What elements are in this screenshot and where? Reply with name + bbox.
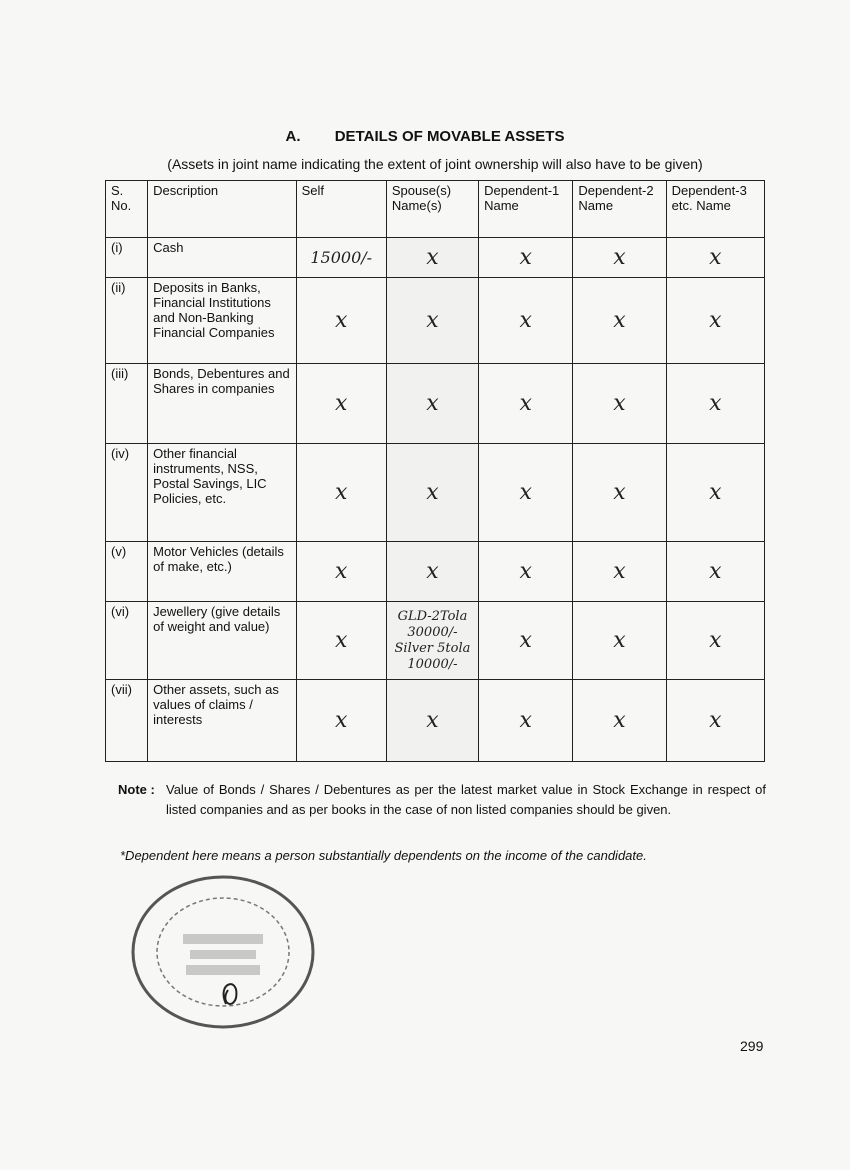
header-sno: S. No. bbox=[106, 181, 148, 238]
header-dependent-2: Dependent-2 Name bbox=[573, 181, 666, 238]
row-description: Jewellery (give details of weight and value) bbox=[148, 602, 296, 680]
table-row bbox=[106, 444, 765, 542]
dependent-3-value: x bbox=[666, 602, 764, 680]
table-row bbox=[106, 680, 765, 762]
row-description: Other assets, such as values of claims / interests bbox=[148, 680, 296, 762]
dependent-1-value: x bbox=[479, 278, 573, 364]
row-description: Bonds, Debentures and Shares in companies bbox=[148, 364, 296, 444]
header-description: Description bbox=[148, 181, 296, 238]
dependent-2-value: x bbox=[573, 602, 666, 680]
dependent-3-value: x bbox=[666, 680, 764, 762]
candidate-seal bbox=[128, 872, 318, 1032]
row-description: Motor Vehicles (details of make, etc.) bbox=[148, 542, 296, 602]
row-sno: (vi) bbox=[106, 602, 148, 680]
table-row bbox=[106, 238, 765, 278]
spouse-value: x bbox=[386, 238, 478, 278]
row-sno: (ii) bbox=[106, 278, 148, 364]
dependent-3-value: x bbox=[666, 238, 764, 278]
self-value: x bbox=[296, 602, 386, 680]
row-sno: (iii) bbox=[106, 364, 148, 444]
note-label: Note : bbox=[118, 782, 155, 797]
dependent-1-value: x bbox=[479, 238, 573, 278]
section-heading bbox=[0, 128, 850, 145]
spouse-value: x bbox=[386, 680, 478, 762]
dependent-3-value: x bbox=[666, 542, 764, 602]
note-text: Value of Bonds / Shares / Debentures as per the latest market value in Stock Exchange in respect of listed companies and as per books in the case of non listed companies should be given. bbox=[166, 782, 766, 817]
self-value: x bbox=[296, 542, 386, 602]
table-header-row bbox=[106, 181, 765, 238]
section-title: DETAILS OF MOVABLE ASSETS bbox=[334, 128, 565, 145]
row-sno: (v) bbox=[106, 542, 148, 602]
section-label: A. bbox=[285, 128, 301, 145]
dependent-footnote: *Dependent here means a person substantially dependents on the income of the candidate. bbox=[120, 848, 647, 863]
row-sno: (i) bbox=[106, 238, 148, 278]
self-value: x bbox=[296, 444, 386, 542]
dependent-2-value: x bbox=[573, 444, 666, 542]
dependent-2-value: x bbox=[573, 542, 666, 602]
movable-assets-table bbox=[105, 180, 765, 762]
table-row bbox=[106, 278, 765, 364]
dependent-1-value: x bbox=[479, 542, 573, 602]
table-row bbox=[106, 542, 765, 602]
self-value: x bbox=[296, 278, 386, 364]
spouse-value: GLD-2Tola 30000/- Silver 5tola 10000/- bbox=[386, 602, 478, 680]
dependent-1-value: x bbox=[479, 364, 573, 444]
row-description: Cash bbox=[148, 238, 296, 278]
row-description: Deposits in Banks, Financial Institutions and Non-Banking Financial Companies bbox=[148, 278, 296, 364]
self-value: x bbox=[296, 680, 386, 762]
row-sno: (iv) bbox=[106, 444, 148, 542]
dependent-1-value: x bbox=[479, 602, 573, 680]
table-row bbox=[106, 602, 765, 680]
dependent-1-value: x bbox=[479, 444, 573, 542]
dependent-2-value: x bbox=[573, 278, 666, 364]
dependent-3-value: x bbox=[666, 444, 764, 542]
page-number: 299 bbox=[740, 1038, 764, 1054]
dependent-2-value: x bbox=[573, 680, 666, 762]
header-spouse: Spouse(s) Name(s) bbox=[386, 181, 478, 238]
dependent-3-value: x bbox=[666, 364, 764, 444]
section-subtitle: (Assets in joint name indicating the extent of joint ownership will also have to be given) bbox=[167, 156, 703, 172]
spouse-value: x bbox=[386, 278, 478, 364]
spouse-value: x bbox=[386, 542, 478, 602]
header-dependent-1: Dependent-1 Name bbox=[479, 181, 573, 238]
dependent-2-value: x bbox=[573, 364, 666, 444]
self-value: x bbox=[296, 364, 386, 444]
dependent-2-value: x bbox=[573, 238, 666, 278]
header-self: Self bbox=[296, 181, 386, 238]
dependent-3-value: x bbox=[666, 278, 764, 364]
table-row bbox=[106, 364, 765, 444]
spouse-value: x bbox=[386, 364, 478, 444]
row-sno: (vii) bbox=[106, 680, 148, 762]
self-value: 15000/- bbox=[296, 238, 386, 278]
note-block bbox=[118, 780, 766, 820]
header-dependent-3: Dependent-3 etc. Name bbox=[666, 181, 764, 238]
dependent-1-value: x bbox=[479, 680, 573, 762]
spouse-value: x bbox=[386, 444, 478, 542]
row-description: Other financial instruments, NSS, Postal Savings, LIC Policies, etc. bbox=[148, 444, 296, 542]
